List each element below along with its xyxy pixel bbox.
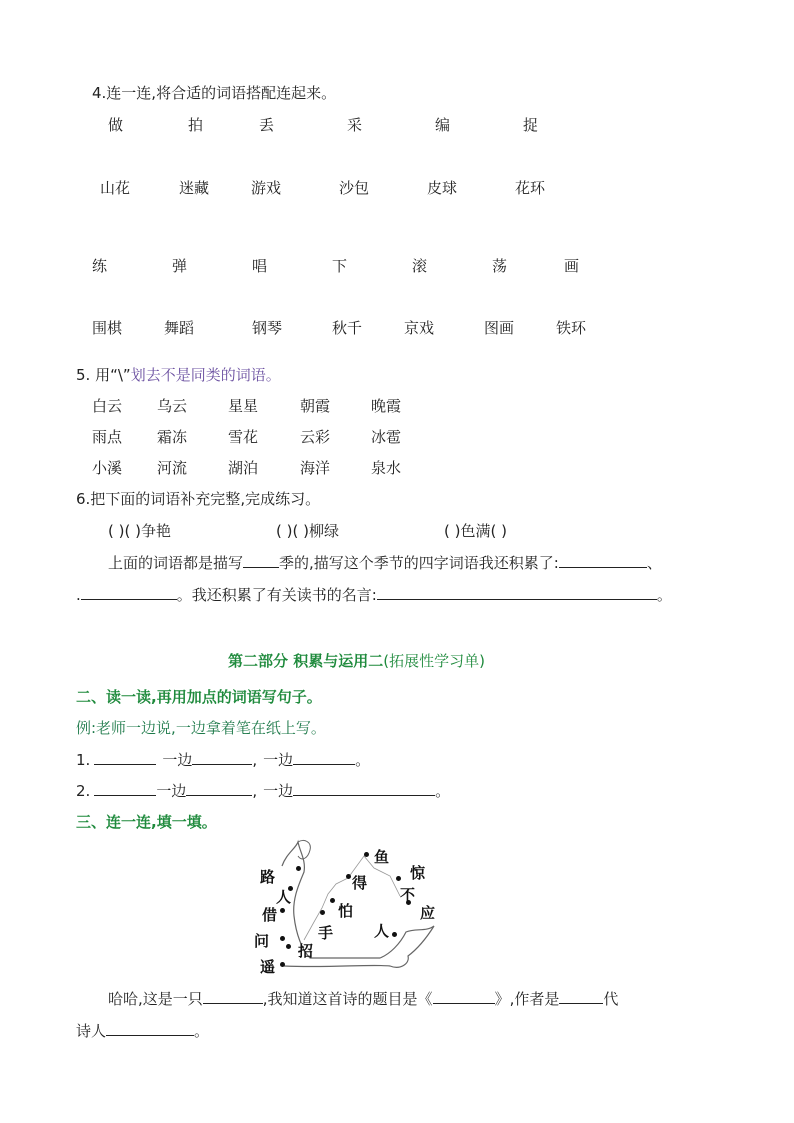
q6-line2-text-a: . — [76, 586, 81, 604]
q4-word[interactable]: 编 — [435, 116, 451, 134]
q4-title: 4.连一连,将合适的词语搭配连起来。 — [92, 84, 337, 102]
q5-word[interactable]: 雨点 — [92, 428, 123, 446]
figure-char: 应 — [420, 904, 436, 922]
q5-word[interactable]: 冰雹 — [371, 428, 402, 446]
q4-word[interactable]: 下 — [332, 257, 348, 275]
q6-line2-text-c: 。 — [656, 586, 672, 604]
q4-word[interactable]: 游戏 — [251, 179, 282, 197]
q5-word[interactable]: 霜冻 — [157, 428, 188, 446]
q5-word[interactable]: 小溪 — [92, 459, 123, 477]
period: 。 — [355, 751, 371, 769]
q6-line2-text-b: 。我还积累了有关读书的名言: — [176, 586, 377, 604]
dot-to-dot-figure — [240, 838, 440, 976]
q4-word[interactable]: 滚 — [412, 257, 428, 275]
animal-blank[interactable] — [203, 989, 263, 1004]
q5-word[interactable]: 泉水 — [371, 459, 402, 477]
para-text: ,我知道这首诗的题目是《 — [262, 990, 433, 1008]
point-dot[interactable] — [330, 898, 335, 903]
q4-word[interactable]: 围棋 — [92, 319, 123, 337]
q4-word[interactable]: 拍 — [188, 116, 204, 134]
q4-word[interactable]: 迷藏 — [179, 179, 210, 197]
sec3-paragraph-line2 — [76, 1020, 209, 1041]
point-dot[interactable] — [346, 874, 351, 879]
q4-word[interactable]: 秋千 — [332, 319, 363, 337]
q6-line1 — [108, 552, 662, 573]
para-text: 》,作者是 — [494, 990, 560, 1008]
figure-char: 路 — [260, 868, 276, 886]
figure-char: 得 — [352, 874, 368, 892]
sec2-item-2 — [76, 780, 450, 801]
figure-char: 招 — [298, 942, 314, 960]
point-dot[interactable] — [320, 910, 325, 915]
quote-blank[interactable] — [377, 585, 657, 600]
sec2-title: 二、读一读,再用加点的词语写句子。 — [76, 688, 322, 706]
q6-line1-text-b: 季的,描写这个季节的四字词语我还积累了: — [279, 554, 559, 572]
q5-prefix: 5. 用“\” — [76, 366, 131, 384]
sec2-item-1 — [76, 749, 370, 770]
q4-word[interactable]: 图画 — [484, 319, 515, 337]
figure-char: 不 — [400, 886, 416, 904]
item-number: 1. — [76, 751, 91, 769]
idiom-blank[interactable] — [559, 553, 647, 568]
q4-word[interactable]: 弹 — [172, 257, 188, 275]
q4-word[interactable]: 钢琴 — [252, 319, 283, 337]
q5-word[interactable]: 晚霞 — [371, 397, 402, 415]
para-text: 。 — [194, 1022, 210, 1040]
q5-word[interactable]: 朝霞 — [300, 397, 331, 415]
answer-blank[interactable] — [94, 750, 156, 765]
figure-char: 人 — [374, 922, 390, 940]
para-text: 哈哈,这是一只 — [108, 990, 203, 1008]
comma: , — [252, 751, 258, 769]
q6-line2 — [76, 584, 672, 605]
q4-word[interactable]: 荡 — [492, 257, 508, 275]
figure-char: 问 — [254, 932, 270, 950]
point-dot[interactable] — [280, 908, 285, 913]
sec3-paragraph-line1 — [108, 988, 618, 1009]
q4-word[interactable]: 舞蹈 — [164, 319, 195, 337]
q4-word[interactable]: 采 — [347, 116, 363, 134]
answer-blank[interactable] — [293, 781, 435, 796]
part2-subtitle: (拓展性学习单) — [383, 652, 485, 670]
part2-heading — [228, 650, 485, 671]
q4-word[interactable]: 山花 — [100, 179, 131, 197]
answer-blank[interactable] — [186, 781, 252, 796]
q6-title: 6.把下面的词语补充完整,完成练习。 — [76, 490, 321, 508]
q6-line1-text-c: 、 — [646, 554, 662, 572]
yibian-label: 一边 — [156, 782, 187, 800]
answer-blank[interactable] — [94, 781, 156, 796]
q5-word[interactable]: 乌云 — [157, 397, 188, 415]
item-number: 2. — [76, 782, 91, 800]
yibian-label: 一边 — [162, 751, 193, 769]
poet-blank[interactable] — [106, 1021, 194, 1036]
q6-line1-text-a: 上面的词语都是描写 — [108, 554, 244, 572]
q4-word[interactable]: 唱 — [252, 257, 268, 275]
q4-word[interactable]: 画 — [564, 257, 580, 275]
figure-char: 惊 — [410, 864, 426, 882]
q4-word[interactable]: 捉 — [523, 116, 539, 134]
q5-word[interactable]: 河流 — [157, 459, 188, 477]
season-blank[interactable] — [243, 553, 279, 568]
dynasty-blank[interactable] — [559, 989, 603, 1004]
q4-word[interactable]: 做 — [108, 116, 124, 134]
q4-word[interactable]: 京戏 — [404, 319, 435, 337]
poem-title-blank[interactable] — [433, 989, 495, 1004]
q4-word[interactable]: 丢 — [259, 116, 275, 134]
part2-title: 第二部分 积累与运用二 — [228, 652, 384, 670]
para-text: 代 — [603, 990, 619, 1008]
figure-char: 借 — [262, 906, 278, 924]
q5-word[interactable]: 海洋 — [300, 459, 331, 477]
point-dot[interactable] — [286, 944, 291, 949]
q5-word[interactable]: 白云 — [92, 397, 123, 415]
q4-word[interactable]: 沙包 — [339, 179, 370, 197]
q4-word[interactable]: 铁环 — [556, 319, 587, 337]
figure-char: 鱼 — [374, 848, 390, 866]
q5-word[interactable]: 云彩 — [300, 428, 331, 446]
figure-char: 遥 — [260, 958, 276, 976]
q5-title — [76, 364, 281, 385]
para-text: 诗人 — [76, 1022, 107, 1040]
period: 。 — [435, 782, 451, 800]
q6-idiom-3[interactable]: ( )色满( ) — [444, 522, 507, 540]
q4-word[interactable]: 花环 — [515, 179, 546, 197]
figure-char: 手 — [318, 924, 334, 942]
point-dot[interactable] — [392, 932, 397, 937]
q6-idiom-1[interactable]: ( )( )争艳 — [108, 522, 171, 540]
q6-idiom-2[interactable]: ( )( )柳绿 — [276, 522, 339, 540]
point-dot[interactable] — [280, 962, 285, 967]
q5-word[interactable]: 星星 — [228, 397, 259, 415]
yibian-label: 一边 — [263, 782, 294, 800]
point-dot[interactable] — [280, 936, 285, 941]
answer-blank[interactable] — [293, 750, 355, 765]
sec3-title: 三、连一连,填一填。 — [76, 813, 217, 831]
yibian-label: 一边 — [263, 751, 294, 769]
figure-char: 怕 — [338, 902, 354, 920]
q5-word[interactable]: 雪花 — [228, 428, 259, 446]
sec2-example: 例:老师一边说,一边拿着笔在纸上写。 — [76, 719, 326, 737]
figure-char: 人 — [276, 888, 292, 906]
q4-word[interactable]: 皮球 — [427, 179, 458, 197]
answer-blank[interactable] — [192, 750, 252, 765]
point-dot[interactable] — [296, 866, 301, 871]
q4-word[interactable]: 练 — [92, 257, 108, 275]
q5-instruction: 划去不是同类的词语。 — [130, 366, 281, 384]
point-dot[interactable] — [364, 852, 369, 857]
comma: , — [252, 782, 258, 800]
idiom-blank-2[interactable] — [81, 585, 177, 600]
q5-word[interactable]: 湖泊 — [228, 459, 259, 477]
point-dot[interactable] — [396, 876, 401, 881]
